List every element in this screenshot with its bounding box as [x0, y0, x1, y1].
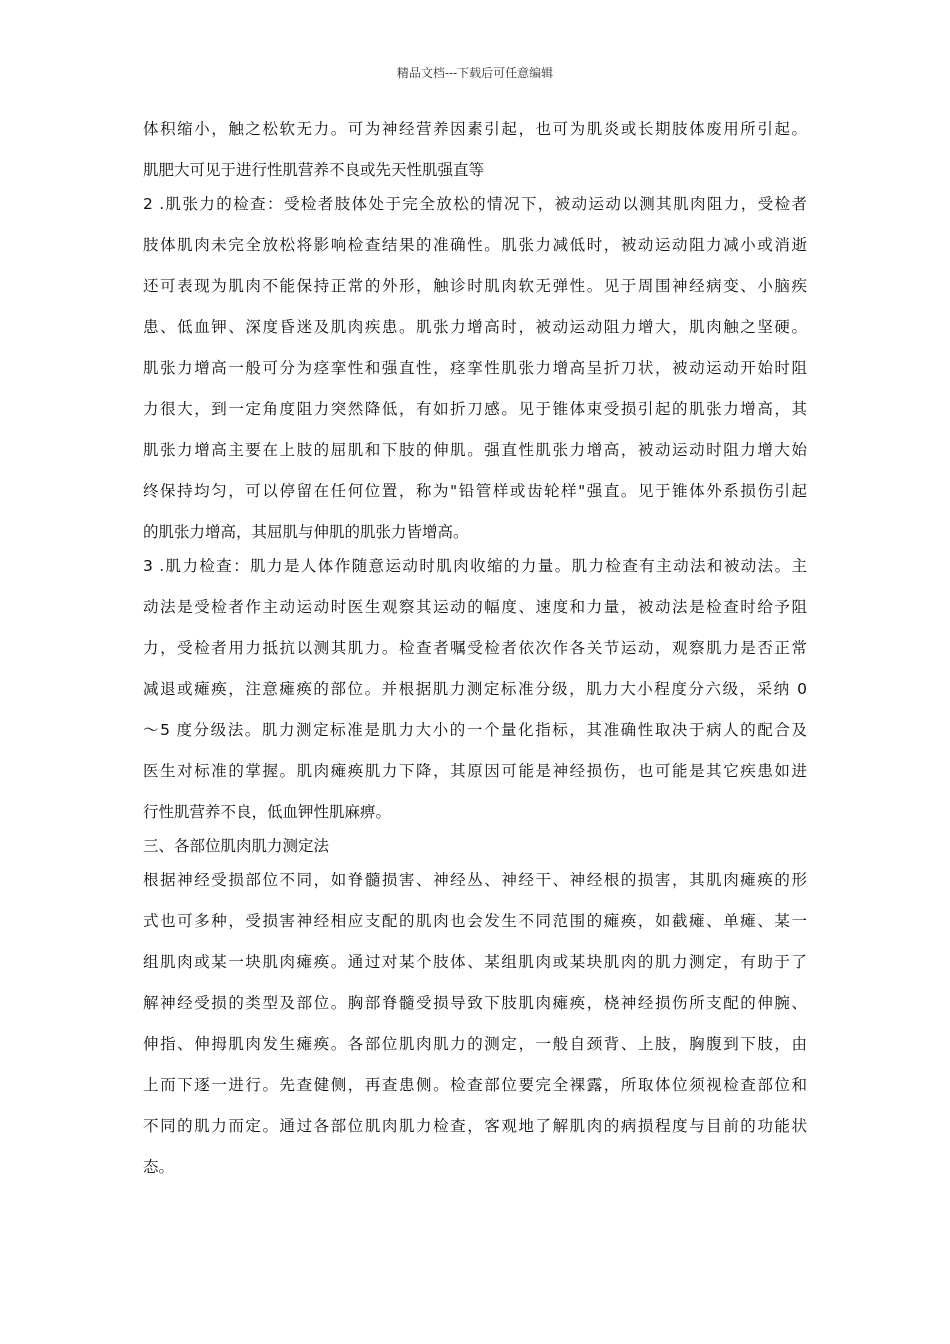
- text-line: 减退或瘫痪，注意瘫痪的部位。并根据肌力测定标准分级，肌力大小程度分六级，采纳 0: [143, 680, 807, 698]
- text-line: 力很大，到一定角度阻力突然降低，有如折刀感。见于锥体束受损引起的肌张力增高，其: [143, 400, 807, 418]
- text-line: 动法是受检者作主动运动时医生观察其运动的幅度、速度和力量，被动法是检查时给予阻: [143, 598, 807, 616]
- text-line: 医生对标准的掌握。肌肉瘫痪肌力下降，其原因可能是神经损伤，也可能是其它疾患如进: [143, 762, 807, 780]
- text-line: 伸指、伸拇肌肉发生瘫痪。各部位肌肉肌力的测定，一般自颈背、上肢，胸腹到下肢，由: [143, 1035, 807, 1053]
- text-line: 还可表现为肌肉不能保持正常的外形，触诊时肌肉软无弹性。见于周围神经病变、小脑疾: [143, 277, 807, 295]
- text-line: 肢体肌肉未完全放松将影响检查结果的准确性。肌张力减低时，被动运动阻力减小或消逝: [143, 236, 807, 254]
- text-line: 不同的肌力而定。通过各部位肌肉肌力检查，客观地了解肌肉的病损程度与目前的功能状: [143, 1117, 807, 1135]
- text-line: 组肌肉或某一块肌肉瘫痪。通过对某个肢体、某组肌肉或某块肌肉的肌力测定，有助于了: [143, 953, 807, 971]
- text-line: ～5 度分级法。肌力测定标准是肌力大小的一个量化指标，其准确性取决于病人的配合及: [143, 721, 807, 739]
- text-line: 3 .肌力检查：肌力是人体作随意运动时肌肉收缩的力量。肌力检查有主动法和被动法。主: [143, 557, 807, 575]
- text-line: 式也可多种，受损害神经相应支配的肌肉也会发生不同范围的瘫痪，如截瘫、单瘫、某一: [143, 912, 807, 930]
- text-line: 解神经受损的类型及部位。胸部脊髓受损导致下肢肌肉瘫痪，桡神经损伤所支配的伸腕、: [143, 994, 807, 1012]
- text-line: 肌肥大可见于进行性肌营养不良或先天性肌强直等: [143, 161, 485, 179]
- text-line: 终保持均匀，可以停留在任何位置，称为"铅管样或齿轮样"强直。见于锥体外系损伤引起: [143, 482, 807, 500]
- text-line: 肌张力增高一般可分为痉挛性和强直性，痉挛性肌张力增高呈折刀状，被动运动开始时阻: [143, 359, 807, 377]
- section-heading: 三、各部位肌肉肌力测定法: [143, 837, 330, 855]
- page-header: 精品文档---下载后可任意编辑: [396, 66, 554, 80]
- text-line: 力，受检者用力抵抗以测其肌力。检查者嘱受检者依次作各关节运动，观察肌力是否正常: [143, 639, 807, 657]
- text-line: 态。: [143, 1158, 175, 1176]
- text-line: 体积缩小，触之松软无力。可为神经营养因素引起，也可为肌炎或长期肢体废用所引起。: [143, 120, 807, 138]
- text-line: 上而下逐一进行。先查健侧，再查患侧。检查部位要完全裸露，所取体位须视检查部位和: [143, 1076, 807, 1094]
- text-line: 的肌张力增高，其屈肌与伸肌的肌张力皆增高。: [143, 523, 469, 541]
- text-line: 行性肌营养不良，低血钾性肌麻痹。: [143, 803, 392, 821]
- text-line: 患、低血钾、深度昏迷及肌肉疾患。肌张力增高时，被动运动阻力增大，肌肉触之坚硬。: [143, 318, 807, 336]
- text-line: 根据神经受损部位不同，如脊髓损害、神经丛、神经干、神经根的损害，其肌肉瘫痪的形: [143, 871, 807, 889]
- document-body: [143, 119, 807, 1191]
- text-line: 2 .肌张力的检查：受检者肢体处于完全放松的情况下，被动运动以测其肌肉阻力，受检者: [143, 195, 807, 213]
- text-line: 肌张力增高主要在上肢的屈肌和下肢的伸肌。强直性肌张力增高，被动运动时阻力增大始: [143, 441, 807, 459]
